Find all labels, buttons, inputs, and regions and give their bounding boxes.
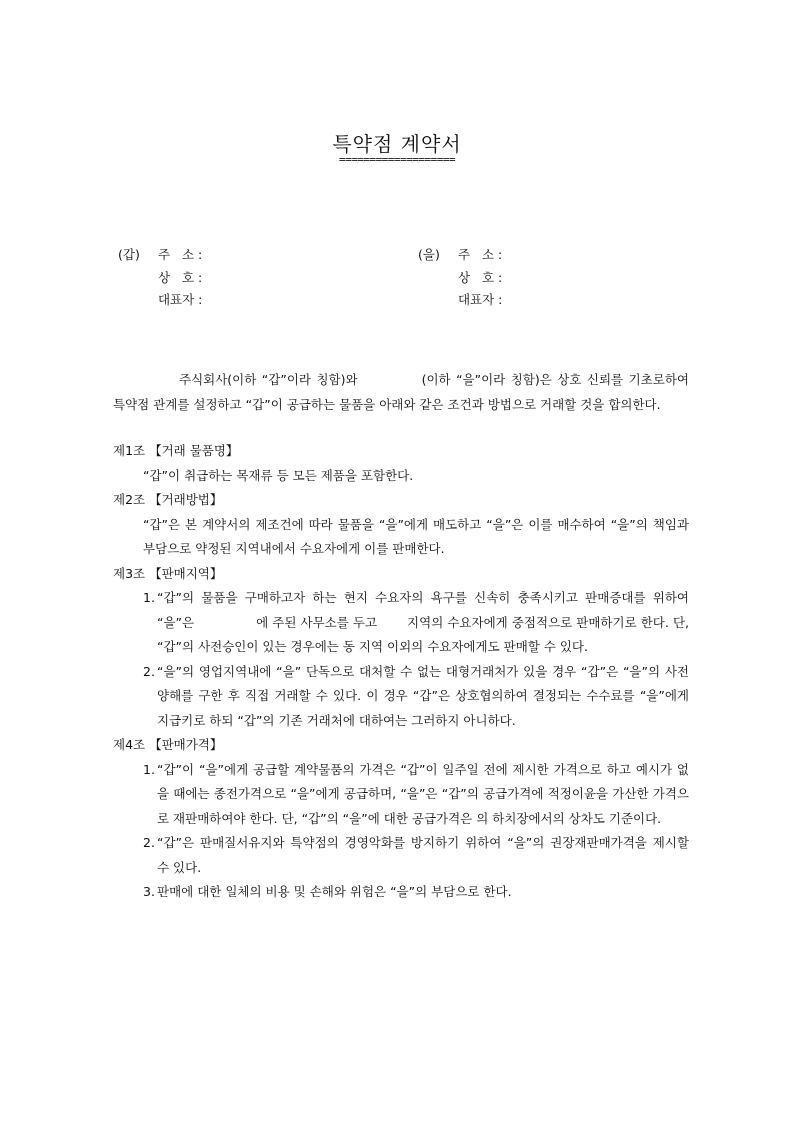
article-3-item-1-part-1: “갑”의 물품을 구매하고자 하는 현지 수요자의 욕구를 신속히 충족시키고 판매증대를 위하여 “을”은 — [157, 590, 689, 630]
party-a-rep-label: 대표자 : — [157, 292, 203, 307]
article-4-item-1-text: “갑”이 “을”에게 공급할 계약물품의 가격은 “갑”이 일주일 전에 제시한 가격으로 하고 예시가 없을 때에는 종전가격으로 “을”에게 공급하며, “을”은 “갑”의 공급가격에 적정이윤을 가산한 가격으로 재판매하여야 한다. 단, “갑”의 “을”에 대한 공급가격은 의 하치장에서의 상차도 기준이다. — [157, 761, 689, 826]
article-4-item-2-number: 2. — [143, 835, 155, 850]
article-4-item-3-number: 3. — [143, 884, 155, 899]
article-4-item-1-number: 1. — [143, 761, 155, 777]
article-1-title: 제1조 【거래 물품명】 — [113, 443, 239, 458]
article-4-item-3-text: 판매에 대한 일체의 비용 및 손해와 위험은 “을”의 부담으로 한다. — [157, 884, 512, 899]
party-a-name-row — [118, 267, 214, 290]
intro-paragraph — [113, 368, 689, 417]
article-3-title: 제3조 【판매지역】 — [113, 565, 223, 581]
party-a-block — [118, 244, 214, 312]
party-b-rep-row — [418, 289, 514, 312]
party-b-name-row — [418, 267, 514, 290]
article-3-item-2-number: 2. — [143, 663, 155, 679]
document-title: 특약점 계약서 — [332, 132, 462, 156]
article-2-text: “갑”은 본 계약서의 제조건에 따라 물품을 “을”에게 매도하고 “을”은 이를 매수하여 “을”의 책임과 부담으로 약정된 지역내에서 수요자에게 이를 판매한다. — [143, 516, 689, 556]
party-a-address-label: 주 소 : — [157, 247, 203, 262]
article-4-item-2 — [113, 831, 689, 880]
article-4-item-1 — [113, 758, 689, 832]
party-b-role: (을) — [418, 247, 440, 262]
article-3-item-2-text: “을”의 영업지역내에 “을” 단독으로 대처할 수 없는 대형거래처가 있을 경우 “갑”은 “을”의 사전 양해를 구한 후 직접 거래할 수 있다. 이 경우 “갑”은 상호협의하여 결정되는 수수료를 “을”에게 지급키로 하되 “갑”의 기존 거래처에 대하여는 그러하지 아니하다. — [157, 663, 689, 728]
intro-part-1: 주식회사(이하 “갑”이라 칭함)와 — [179, 372, 358, 387]
article-2-title: 제2조 【거래방법】 — [113, 492, 223, 507]
intro-part-2: (이하 “을”이라 칭함)은 상호 신뢰를 기초로하여 특약점 관계를 설정하고 “갑”이 공급하는 물품을 아래와 같은 조건과 방법으로 거래할 것을 합의한다. — [113, 372, 689, 412]
party-b-address-label: 주 소 : — [457, 247, 503, 262]
party-a-role: (갑) — [118, 247, 140, 262]
article-4-title: 제4조 【판매가격】 — [113, 737, 223, 752]
article-3-item-1-part-2: 에 주된 사무소를 두고 — [256, 614, 378, 630]
party-a-address-row — [118, 244, 214, 267]
article-3-item-1-part-3: 지역의 수요자에게 중점적으로 판매하기로 한다. 단, “갑”의 사전승인이 있는 경우에는 동 지역 이외의 수요자에게도 판매할 수 있다. — [157, 614, 689, 654]
party-b-rep-label: 대표자 : — [457, 292, 503, 307]
article-4-item-2-text: “갑”은 판매질서유지와 특약점의 경영악화를 방지하기 위하여 “을”의 권장재판매가격을 제시할 수 있다. — [157, 835, 689, 875]
contract-body — [113, 368, 689, 905]
article-1-text: “갑”이 취급하는 목재류 등 모든 제품을 포함한다. — [143, 467, 414, 483]
article-3-item-1 — [113, 586, 689, 660]
party-b-address-row — [418, 244, 514, 267]
party-b-name-label: 상 호 : — [457, 269, 503, 285]
title-underline: =================== — [338, 153, 456, 166]
article-3-item-2 — [113, 660, 689, 734]
party-a-name-label: 상 호 : — [157, 269, 203, 285]
article-3-item-1-number: 1. — [143, 590, 155, 605]
article-4-item-3 — [113, 880, 689, 905]
party-b-block — [418, 244, 514, 312]
party-a-rep-row — [118, 289, 214, 312]
